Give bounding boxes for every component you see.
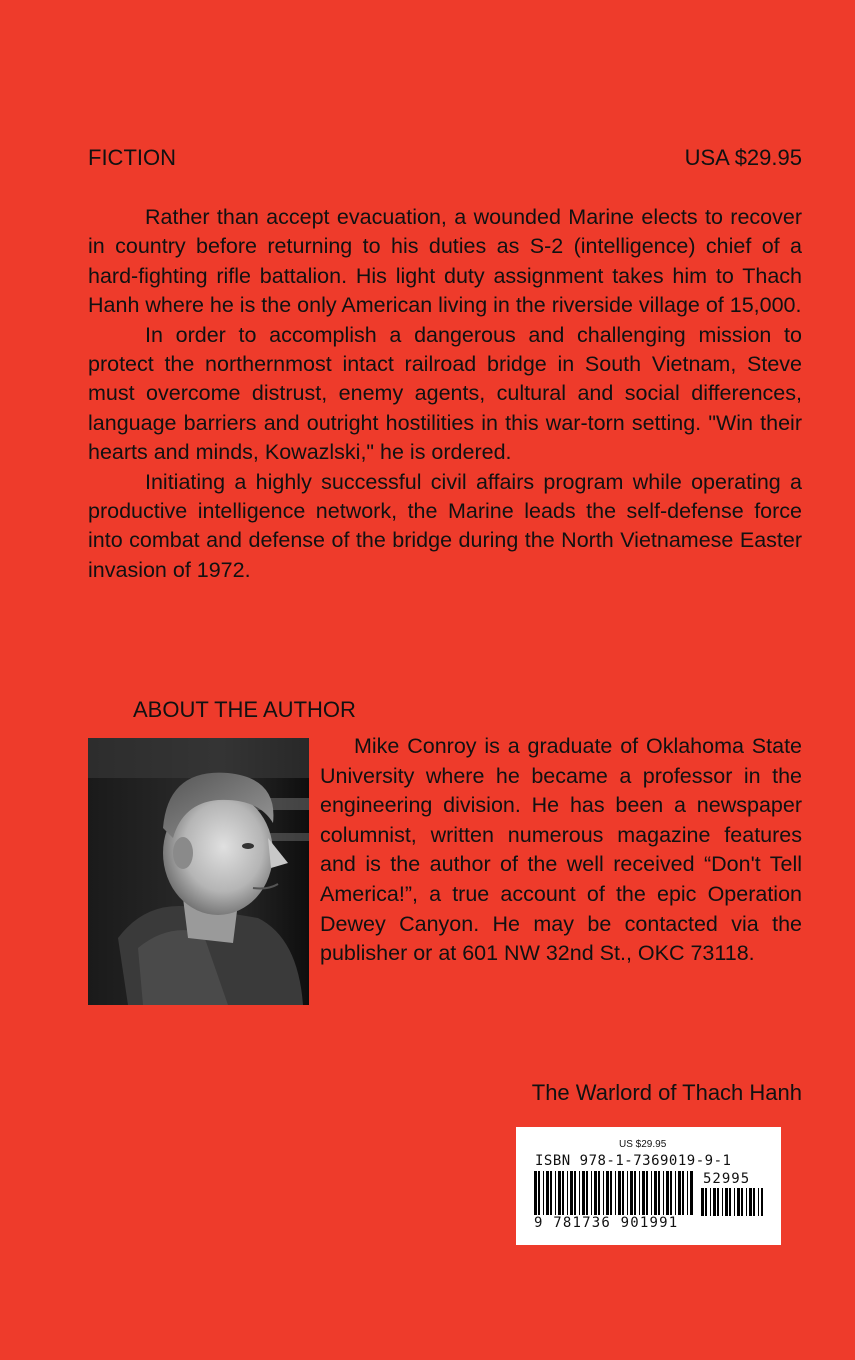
barcode-bar [646, 1171, 648, 1215]
barcode-bar [610, 1171, 612, 1215]
barcode-bar [741, 1188, 743, 1216]
barcode-bar [717, 1188, 719, 1216]
barcode-bar [749, 1188, 752, 1216]
barcode-bar [555, 1171, 556, 1215]
barcode-bar [562, 1171, 564, 1215]
book-title: The Warlord of Thach Hanh [531, 1080, 802, 1105]
barcode-bar [705, 1188, 707, 1216]
barcode-bar [713, 1188, 716, 1216]
barcode-bar [630, 1171, 633, 1215]
barcode-bar [543, 1171, 544, 1215]
barcode-bar [701, 1188, 704, 1216]
barcode-bar [761, 1188, 763, 1216]
barcode-bar [598, 1171, 600, 1215]
barcode-bar [582, 1171, 585, 1215]
barcode-bar [746, 1188, 747, 1216]
barcode-bar [618, 1171, 621, 1215]
about-author-heading: ABOUT THE AUTHOR [133, 697, 356, 722]
barcode-bar [722, 1188, 723, 1216]
barcode-bar [670, 1171, 672, 1215]
description-paragraph: In order to accomplish a dangerous and challenging mission to protect the northernmost intact railroad bridge in South Vietnam, Steve must overcome distrust, enemy agents, cultural and social differences, language barriers and outright hostilities in this war-torn setting. "Win their hearts and minds, Kowazlski," he is ordered. [88, 322, 802, 465]
author-photo [88, 738, 309, 1005]
barcode-bar [639, 1171, 640, 1215]
author-bio: Mike Conroy is a graduate of Oklahoma State University where he became a professor in the engineering division. He has been a newspaper columnist, written numerous magazine features and is the author of the well received “Don't Tell America!”, a true account of the epic Operation Dewey Canyon. He may be contacted via the publisher or at 601 NW 32nd St., OKC 73118. [320, 734, 802, 966]
barcode-bar [586, 1171, 588, 1215]
barcode-bar [654, 1171, 657, 1215]
barcode-bar [690, 1171, 693, 1215]
barcode-price: US $29.95 [619, 1139, 667, 1150]
barcode-bar [550, 1171, 552, 1215]
barcode-bar [627, 1171, 628, 1215]
barcode-addon-bars [701, 1188, 765, 1216]
book-description [88, 203, 802, 585]
barcode-bar [534, 1171, 537, 1215]
barcode-bar [622, 1171, 624, 1215]
barcode-bar [579, 1171, 580, 1215]
barcode-bars [534, 1171, 694, 1215]
barcode-bar [594, 1171, 597, 1215]
barcode-bar [651, 1171, 652, 1215]
barcode-bar [606, 1171, 609, 1215]
barcode-bar [538, 1171, 540, 1215]
isbn-number: ISBN 978-1-7369019-9-1 [535, 1153, 732, 1169]
barcode-bar [753, 1188, 755, 1216]
barcode-bar [687, 1171, 688, 1215]
description-paragraph: Initiating a highly successful civil affairs program while operating a productive intelligence network, the Marine leads the self-defense force into combat and defense of the bridge during the North Vietnamese Easter invasion of 1972. [88, 469, 802, 582]
description-paragraph: Rather than accept evacuation, a wounded Marine elects to recover in country before returning to his duties as S-2 (intelligence) chief of a hard-fighting rifle battalion. His light duty assignment takes him to Thach Hanh where he is the only American living in the riverside village of 15,000. [88, 205, 802, 318]
barcode-bar [725, 1188, 728, 1216]
barcode-bar [675, 1171, 676, 1215]
barcode-bar [729, 1188, 731, 1216]
barcode-bar [737, 1188, 740, 1216]
isbn-barcode [516, 1127, 781, 1245]
barcode-bar [658, 1171, 660, 1215]
barcode-bar [574, 1171, 576, 1215]
genre-label: FICTION [88, 145, 176, 170]
barcode-bar [570, 1171, 573, 1215]
barcode-bar [666, 1171, 669, 1215]
barcode-bar [567, 1171, 568, 1215]
barcode-bar [546, 1171, 549, 1215]
barcode-bar [558, 1171, 561, 1215]
barcode-bar [603, 1171, 604, 1215]
barcode-bar [758, 1188, 759, 1216]
barcode-bar [642, 1171, 645, 1215]
barcode-digits: 9 781736 901991 [534, 1215, 679, 1231]
barcode-bar [615, 1171, 616, 1215]
price-label: USA $29.95 [684, 145, 802, 170]
barcode-bar [591, 1171, 592, 1215]
barcode-bar [682, 1171, 684, 1215]
barcode-bar [634, 1171, 636, 1215]
barcode-addon-number: 52995 [703, 1171, 751, 1187]
barcode-bar [678, 1171, 681, 1215]
barcode-bar [734, 1188, 735, 1216]
barcode-bar [710, 1188, 711, 1216]
barcode-bar [663, 1171, 664, 1215]
